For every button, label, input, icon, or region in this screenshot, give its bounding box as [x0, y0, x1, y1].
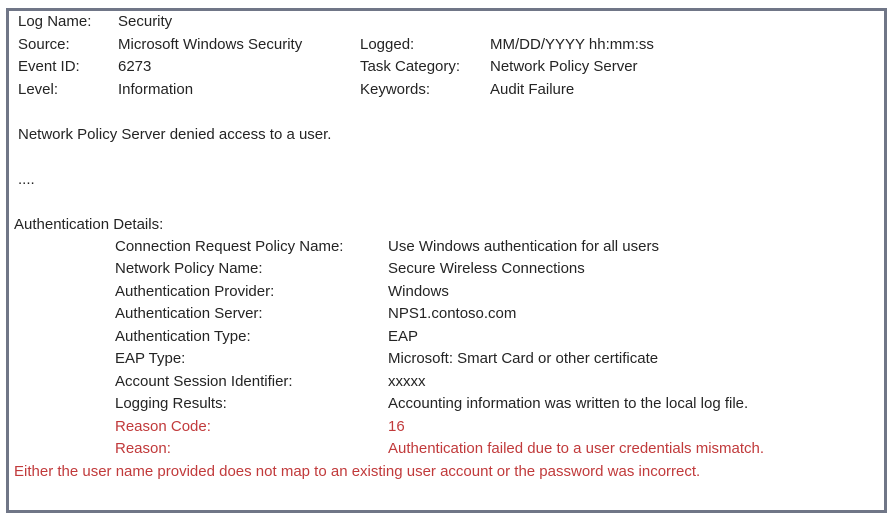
eap-type-value: Microsoft: Smart Card or other certificate: [388, 350, 659, 367]
detail-row-authentication-server: [0, 303, 896, 325]
credentials-mismatch-note-row: [0, 461, 896, 483]
authentication-details-heading: Authentication Details:: [14, 216, 164, 233]
event-description-row: [0, 124, 896, 146]
reason-code-label: Reason Code:: [115, 418, 211, 435]
authentication-provider-label: Authentication Provider:: [115, 283, 275, 300]
reason-code-value: 16: [388, 418, 405, 435]
source-value: Microsoft Windows Security: [118, 36, 303, 53]
level-label: Level:: [18, 81, 59, 98]
keywords-label: Keywords:: [360, 81, 431, 98]
logging-results-label: Logging Results:: [115, 395, 227, 412]
detail-row-reason-code: [0, 416, 896, 438]
authentication-details-heading-row: [0, 214, 896, 236]
logged-label: Logged:: [360, 36, 415, 53]
account-session-identifier-value: xxxxx: [388, 373, 426, 390]
event-id-label: Event ID:: [18, 58, 80, 75]
task-category-value: Network Policy Server: [490, 58, 638, 75]
ellipsis-text: ....: [18, 171, 35, 188]
event-id-value: 6273: [118, 58, 152, 75]
log-name-value: Security: [118, 13, 173, 30]
reason-value: Authentication failed due to a user credentials mismatch.: [388, 440, 765, 457]
authentication-server-value: NPS1.contoso.com: [388, 305, 517, 322]
account-session-identifier-label: Account Session Identifier:: [115, 373, 293, 390]
authentication-type-value: EAP: [388, 328, 419, 345]
event-description: Network Policy Server denied access to a user.: [18, 126, 332, 143]
credentials-mismatch-note: Either the user name provided does not map to an existing user account or the password was incorrect.: [14, 463, 701, 480]
authentication-server-label: Authentication Server:: [115, 305, 263, 322]
task-category-label: Task Category:: [360, 58, 461, 75]
detail-row-logging-results: [0, 393, 896, 415]
level-row: [0, 79, 896, 101]
connection-request-policy-value: Use Windows authentication for all users: [388, 238, 659, 255]
connection-request-policy-label: Connection Request Policy Name:: [115, 238, 344, 255]
detail-row-authentication-type: [0, 326, 896, 348]
network-policy-name-value: Secure Wireless Connections: [388, 260, 585, 277]
detail-row-authentication-provider: [0, 281, 896, 303]
source-label: Source:: [18, 36, 70, 53]
authentication-provider-value: Windows: [388, 283, 449, 300]
ellipsis-row: [0, 169, 896, 191]
detail-row-connection-request-policy: [0, 236, 896, 258]
reason-label: Reason:: [115, 440, 171, 457]
detail-row-network-policy-name: [0, 258, 896, 280]
log-name-row: [0, 11, 896, 33]
log-name-label: Log Name:: [18, 13, 92, 30]
detail-row-reason: [0, 438, 896, 460]
network-policy-name-label: Network Policy Name:: [115, 260, 263, 277]
keywords-value: Audit Failure: [490, 81, 575, 98]
logged-value: MM/DD/YYYY hh:mm:ss: [490, 36, 654, 53]
level-value: Information: [118, 81, 194, 98]
authentication-type-label: Authentication Type:: [115, 328, 251, 345]
eap-type-label: EAP Type:: [115, 350, 186, 367]
logging-results-value: Accounting information was written to the local log file.: [388, 395, 749, 412]
detail-row-eap-type: [0, 348, 896, 370]
event-id-row: [0, 56, 896, 78]
source-row: [0, 34, 896, 56]
detail-row-account-session-identifier: [0, 371, 896, 393]
